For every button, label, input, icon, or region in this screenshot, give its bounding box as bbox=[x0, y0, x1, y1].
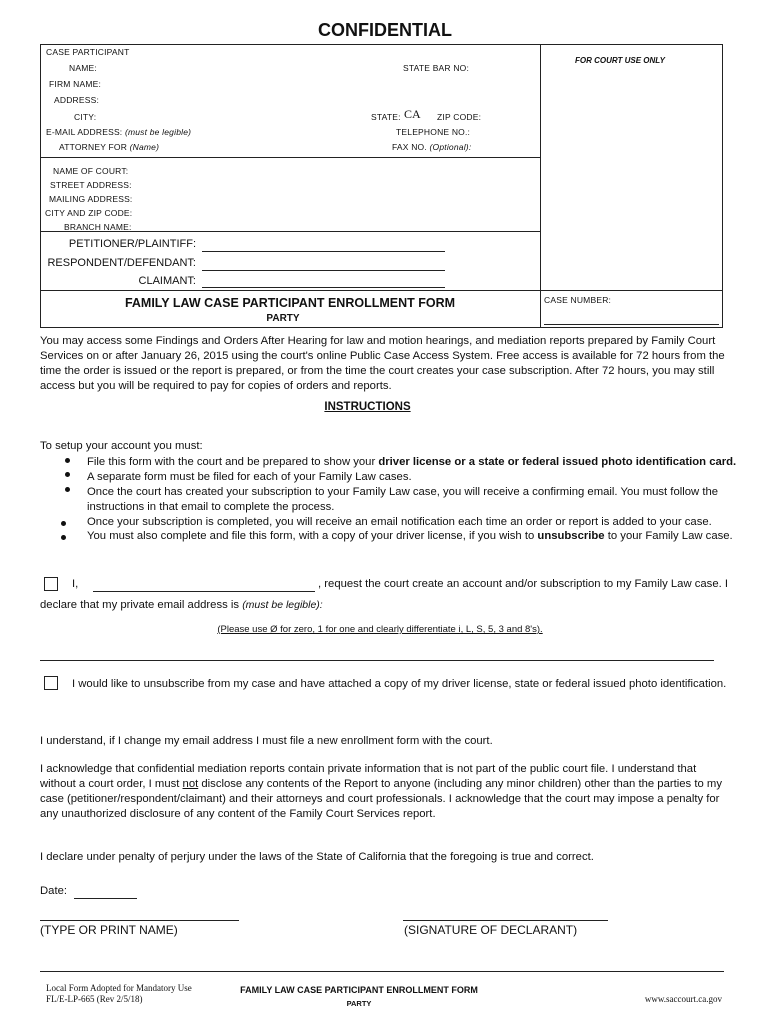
unsubscribe-checkbox[interactable] bbox=[44, 676, 58, 690]
respondent-label: RESPONDENT/DEFENDANT: bbox=[47, 257, 196, 269]
date-line[interactable] bbox=[74, 898, 137, 899]
signature-line[interactable] bbox=[403, 920, 608, 921]
attorney-for-label bbox=[59, 142, 159, 152]
instruction-item-1 bbox=[87, 455, 747, 470]
name-label: NAME: bbox=[69, 63, 97, 73]
page-title: CONFIDENTIAL bbox=[318, 20, 452, 40]
attorney-for-text: ATTORNEY FOR bbox=[59, 142, 128, 152]
email-label-text: E-MAIL ADDRESS: bbox=[46, 127, 123, 137]
street-address-label: STREET ADDRESS: bbox=[50, 180, 132, 190]
request-account-checkbox[interactable] bbox=[44, 577, 58, 591]
intro-paragraph: You may access some Findings and Orders After Hearing for law and motion hearings, and mediation reports prepared by Family Court Services on or after January 26, 2015 using the court's online Public Case Access System. Free access is available for 72 hours from the time the order is issued or the report is prepared, or from the time the court creates your case subscription. After 72 hours, you may still access but you will be required to pay for copies of orders and reports. bbox=[40, 335, 725, 392]
zip-code-label: ZIP CODE: bbox=[437, 112, 482, 122]
email-declaration bbox=[40, 598, 323, 613]
fax-note: (Optional): bbox=[429, 142, 472, 152]
instruction-item-5 bbox=[87, 529, 747, 544]
instruction-item-3: Once the court has created your subscription to your Family Law case, you will receive a confirming email. You must follow the instructions in that email to complete the process. bbox=[87, 486, 719, 513]
address-label: ADDRESS: bbox=[54, 95, 100, 105]
fax-label bbox=[392, 142, 471, 152]
email-note: (must be legible) bbox=[124, 127, 192, 137]
state-value[interactable]: CA bbox=[404, 107, 421, 121]
caption-divider-1 bbox=[40, 157, 540, 158]
petitioner-line[interactable] bbox=[202, 251, 445, 252]
instruction-1-bold: driver license or a state or federal issued photo identification card. bbox=[378, 456, 737, 468]
telephone-label: TELEPHONE NO.: bbox=[396, 127, 471, 137]
acknowledge-post: disclose any contents of the Report to anyone (including any minor children) other than the parties to my case (petitioner/respondent/claimant) and their attorneys and court professionals. I acknowledge that the court may impose a penalty for any unauthorized disclosure of any content of the Family Court Services report. bbox=[40, 778, 722, 820]
form-title: FAMILY LAW CASE PARTICIPANT ENROLLMENT FORM bbox=[124, 296, 456, 310]
caption-divider-3 bbox=[40, 290, 723, 291]
fax-text: FAX NO. bbox=[392, 142, 427, 152]
footer-form-title: FAMILY LAW CASE PARTICIPANT ENROLLMENT FORM bbox=[240, 985, 478, 995]
type-name-line[interactable] bbox=[40, 920, 239, 921]
city-zip-label: CITY AND ZIP CODE: bbox=[45, 208, 133, 218]
footer-adopted-text: Local Form Adopted for Mandatory Use bbox=[46, 983, 192, 993]
instruction-1-text: File this form with the court and be prepared to show your bbox=[87, 456, 379, 468]
claimant-line[interactable] bbox=[202, 287, 445, 288]
signature-label: (SIGNATURE OF DECLARANT) bbox=[404, 923, 578, 937]
attorney-for-note: (Name) bbox=[129, 142, 160, 152]
state-label: STATE: bbox=[371, 112, 401, 122]
form-subtitle: PARTY bbox=[266, 313, 300, 324]
instruction-5-bold: unsubscribe bbox=[537, 530, 605, 542]
date-label: Date: bbox=[40, 885, 68, 897]
petitioner-label: PETITIONER/PLAINTIFF: bbox=[68, 238, 196, 250]
firm-name-label: FIRM NAME: bbox=[49, 79, 102, 89]
footer-rule bbox=[40, 971, 724, 972]
bullet-dot bbox=[65, 487, 70, 492]
instruction-5-text: You must also complete and file this form, with a copy of your driver license, if you wish to bbox=[87, 530, 538, 542]
unsubscribe-text: I would like to unsubscribe from my case and have attached a copy of my driver license, state or federal issued photo identification. bbox=[72, 678, 727, 690]
instructions-heading: INSTRUCTIONS bbox=[324, 401, 411, 413]
case-participant-label: CASE PARTICIPANT bbox=[46, 47, 130, 57]
case-number-label: CASE NUMBER: bbox=[544, 295, 612, 305]
i-label: I, bbox=[72, 578, 79, 590]
request-text: , request the court create an account and/or subscription to my Family Law case. I bbox=[318, 578, 729, 590]
email-declaration-text: declare that my private email address is bbox=[40, 599, 243, 611]
declarant-name-line[interactable] bbox=[93, 591, 315, 592]
type-name-label: (TYPE OR PRINT NAME) bbox=[40, 923, 178, 937]
mailing-address-label: MAILING ADDRESS: bbox=[49, 194, 133, 204]
footer-form-number: FL/E-LP-665 (Rev 2/5/18) bbox=[46, 994, 143, 1004]
understand-statement: I understand, if I change my email address I must file a new enrollment form with the court. bbox=[40, 735, 493, 747]
email-label bbox=[46, 127, 191, 137]
branch-name-label: BRANCH NAME: bbox=[64, 222, 132, 232]
acknowledge-pre: I acknowledge that confidential mediation reports contain private information that is not part of the public court file. I understand that without a court order, I must bbox=[40, 763, 697, 790]
city-label: CITY: bbox=[74, 112, 97, 122]
bullet-dot bbox=[65, 472, 70, 477]
name-of-court-label: NAME OF COURT: bbox=[53, 166, 129, 176]
footer-form-subtitle: PARTY bbox=[346, 999, 372, 1008]
instructions-lead: To setup your account you must: bbox=[40, 440, 203, 452]
bullet-dot bbox=[61, 521, 66, 526]
email-address-line[interactable] bbox=[40, 660, 714, 661]
zero-instruction-note: (Please use Ø for zero, 1 for one and clearly differentiate i, L, S, 5, 3 and 8's). bbox=[217, 624, 543, 635]
acknowledge-not: not bbox=[182, 778, 199, 790]
footer-left bbox=[46, 983, 192, 1005]
instruction-item-2: A separate form must be filed for each of your Family Law cases. bbox=[87, 471, 412, 483]
case-number-line[interactable] bbox=[544, 324, 719, 325]
bullet-dot bbox=[65, 458, 70, 463]
email-declaration-note: (must be legible): bbox=[242, 599, 323, 611]
acknowledge-statement bbox=[40, 762, 732, 822]
instruction-item-4: Once your subscription is completed, you will receive an email notification each time an order or report is added to your case. bbox=[87, 516, 712, 528]
state-bar-label: STATE BAR NO: bbox=[403, 63, 470, 73]
respondent-line[interactable] bbox=[202, 270, 445, 271]
caption-divider-vertical bbox=[540, 44, 541, 328]
perjury-declaration: I declare under penalty of perjury under the laws of the State of California that the foregoing is true and correct. bbox=[40, 851, 594, 863]
bullet-dot bbox=[61, 535, 66, 540]
instruction-5-post: to your Family Law case. bbox=[604, 530, 733, 542]
footer-website-link[interactable]: www.saccourt.ca.gov bbox=[644, 994, 722, 1004]
court-use-only-label: FOR COURT USE ONLY bbox=[575, 56, 665, 65]
claimant-label: CLAIMANT: bbox=[138, 275, 196, 287]
